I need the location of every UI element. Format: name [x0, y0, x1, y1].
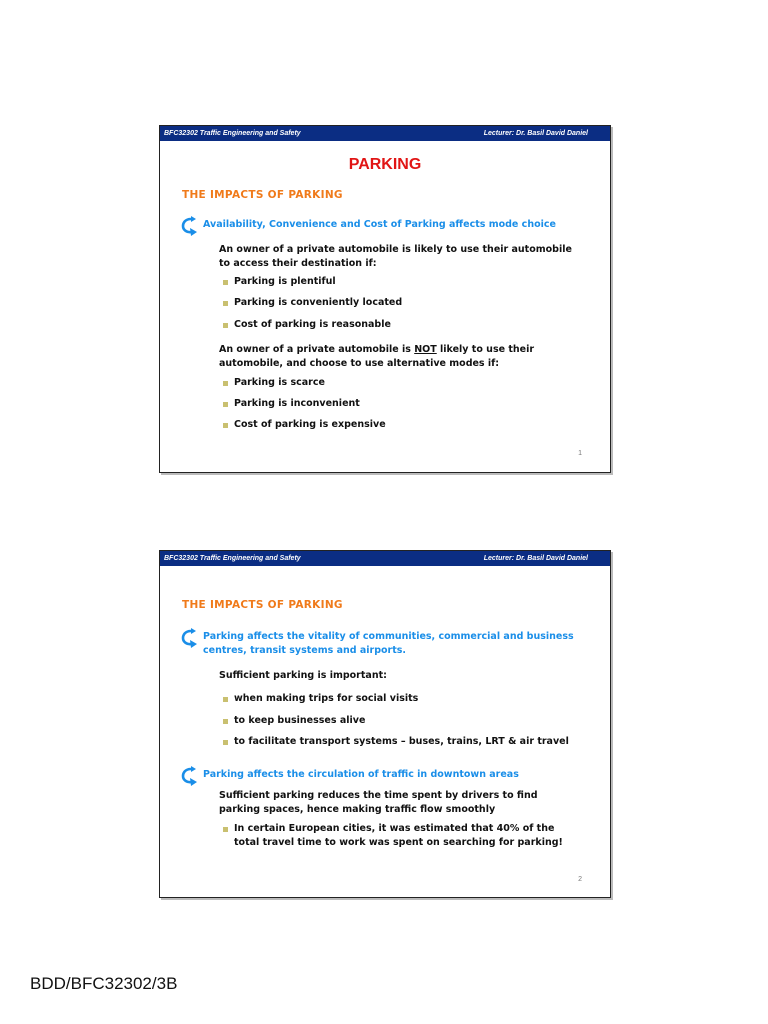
slide-header: [160, 126, 610, 141]
paragraph-text: An owner of a private automobile is: [219, 344, 415, 355]
paragraph: [219, 243, 599, 271]
square-bullet-icon: [223, 423, 228, 428]
list-item: [223, 714, 603, 728]
curved-arrow-icon: [180, 765, 202, 787]
list-item-line: In certain European cities, it was estimated that 40% of the: [234, 823, 555, 834]
topic-line: centres, transit systems and airports.: [203, 645, 407, 656]
list-item-text: Cost of parking is expensive: [234, 419, 386, 430]
slide-1: [159, 125, 611, 473]
list-item-text: to facilitate transport systems – buses, trains, LRT & air travel: [234, 736, 569, 747]
list-item-text: Cost of parking is reasonable: [234, 319, 391, 330]
list-item: [223, 822, 603, 850]
document-footer: BDD/BFC32302/3B: [30, 974, 178, 993]
page-number: 2: [578, 876, 582, 883]
list-item: [223, 735, 603, 749]
page-number: 1: [578, 450, 582, 457]
square-bullet-icon: [223, 827, 228, 832]
topic-item: [180, 768, 605, 787]
topic-text: Availability, Convenience and Cost of Parking affects mode choice: [203, 219, 556, 230]
emphasis-not: NOT: [414, 344, 437, 355]
paragraph-line: Sufficient parking reduces the time spent by drivers to find: [219, 790, 538, 801]
paragraph: [219, 343, 599, 371]
list-item-text: Parking is inconvenient: [234, 398, 360, 409]
list-item: [223, 275, 603, 289]
list-item: [223, 296, 603, 310]
square-bullet-icon: [223, 381, 228, 386]
topic-item: [180, 218, 605, 237]
paragraph-line: automobile, and choose to use alternative modes if:: [219, 358, 500, 369]
square-bullet-icon: [223, 323, 228, 328]
list-item: [223, 318, 603, 332]
list-item-text: Parking is scarce: [234, 377, 325, 388]
lecturer-name: Lecturer: Dr. Basil David Daniel: [483, 130, 588, 137]
list-item: [223, 418, 603, 432]
topic-line: Parking affects the vitality of communities, commercial and business: [203, 631, 574, 642]
square-bullet-icon: [223, 740, 228, 745]
square-bullet-icon: [223, 719, 228, 724]
curved-arrow-icon: [180, 627, 202, 649]
list-item-text: [234, 822, 563, 850]
list-item: [223, 397, 603, 411]
list-item-line: total travel time to work was spent on searching for parking!: [234, 837, 563, 848]
paragraph-line: to access their destination if:: [219, 258, 377, 269]
topic-text: [202, 630, 574, 658]
course-title: BFC32302 Traffic Engineering and Safety: [164, 130, 301, 137]
paragraph-line: An owner of a private automobile is likely to use their automobile: [219, 244, 572, 255]
list-item: [223, 692, 603, 706]
square-bullet-icon: [223, 280, 228, 285]
slide-title: PARKING: [348, 156, 422, 173]
list-item-text: when making trips for social visits: [234, 693, 419, 704]
square-bullet-icon: [223, 697, 228, 702]
curved-arrow-icon: [180, 215, 202, 237]
topic-text: Parking affects the circulation of traffic in downtown areas: [203, 769, 519, 780]
list-item-text: Parking is conveniently located: [234, 297, 403, 308]
paragraph-text: likely to use their: [436, 344, 535, 355]
list-item-text: Parking is plentiful: [234, 276, 336, 287]
lecturer-name: Lecturer: Dr. Basil David Daniel: [483, 555, 588, 562]
course-title: BFC32302 Traffic Engineering and Safety: [164, 555, 301, 562]
list-item: [223, 376, 603, 390]
slide-2: [159, 550, 611, 898]
section-heading: THE IMPACTS OF PARKING: [182, 599, 343, 611]
slide-header: [160, 551, 610, 566]
square-bullet-icon: [223, 402, 228, 407]
paragraph-line: parking spaces, hence making traffic flow smoothly: [219, 804, 496, 815]
paragraph: Sufficient parking is important:: [219, 670, 387, 681]
paragraph: [219, 789, 599, 817]
square-bullet-icon: [223, 301, 228, 306]
list-item-text: to keep businesses alive: [234, 715, 366, 726]
section-heading: THE IMPACTS OF PARKING: [182, 189, 343, 201]
topic-item: [180, 630, 605, 658]
